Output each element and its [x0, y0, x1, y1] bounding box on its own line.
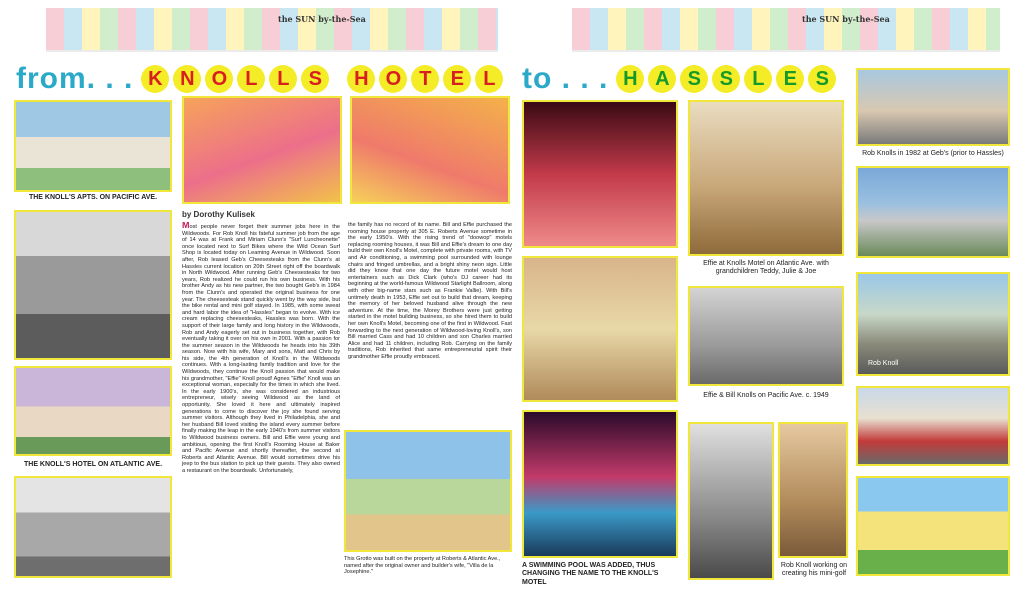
brochure-back [350, 96, 510, 204]
letter-circle: O [379, 65, 407, 93]
caption-effie-grandchildren: Effie at Knolls Motel on Atlantic Ave. with grandchildren Teddy, Julie & Joe [703, 260, 829, 276]
header-banner-left [46, 8, 498, 52]
caption-pool: A SWIMMING POOL WAS ADDED, THUS CHANGING THE NAME TO THE KNOLL'S MOTEL [522, 562, 659, 586]
article-col2-text: the family has no record of its name. Bill and Effie purchased the rooming house property at 305 E. Roberts Avenue sometime in the early 1950's. With the rising trend of "doowop" motels replacing rooming houses, it was Bill and Effie's dream to one day build their own Knoll's Motel, complete with private rooms, with TV and Air conditioning, a swimming pool surrounded with lounge chairs and fringed umbrellas, and a bright shiny neon sign. Little did they know that one day the future motel would host entertainers such as Dick Clark (who's DJ career had its beginning at the world-famous Wildwood Starlight Ballroom, along with other big-name stars such as Frankie Vallie). With Bill's untimely death in 1953, Effie set out to build that dream, keeping the memory of her beloved husband alive through the new adventure. At the time, the Morey Brothers were just getting started in the motel building business, so she hired them to build her own Knoll's Motel, becoming one of the first in Wildwood. Fast forwarding to the next generation of Wildwood-loving Knoll's, son Bill married Cass and had 10 children and son Charles married Alice and had 11 children, including Rob. Carrying on the family traditions, Rob inherited that same entrepreneurial spirit their grandmother Effie proudly embraced. [348, 222, 512, 360]
article-column-1 [182, 222, 340, 582]
hassles-today-photo [856, 476, 1010, 576]
letter-circle: A [648, 65, 676, 93]
caption-rob-minigolf: Rob Knoll working on creating his mini-golf [780, 562, 848, 578]
knolls-hotel-postcard [14, 366, 172, 456]
letter-circle: E [776, 65, 804, 93]
letter-circle: S [301, 65, 329, 93]
letter-circle: H [347, 65, 375, 93]
brochure-front [182, 96, 342, 204]
letter-circle: S [808, 65, 836, 93]
caption-gebs: Rob Knolls in 1982 at Geb's (prior to Hassles) [862, 150, 1004, 157]
article-col1-text: ost people never forget their summer jobs here in the Wildwoods. For Rob Knoll his fateful summer job from the age of 14 was at Frank and Miriam Clunn's "Surf Luncheonette" once located next to Surf Bikes where the Wild Ocean Surf Shop is located today on Leaming Avenue in Wildwood. Soon after, Rob leased Geb's Cheesesteaks from the Clunn's at Hassles current location on 20th Street right off the boardwalk in North Wildwood. After running Geb's Cheesesteaks for two years, Rob realized he could run his own business. With his brother Andy as his new partner, the two bought Geb's in 1984 from the Clunn's and operated the original business for one year. The cheesesteak stand quickly went by the way side, but the bike rental and mini golf stayed. In 1985, with some sweat and hard labor the idea of "Hassles" began to evolve. With ice cream replacing cheesesteaks, Hassles was born. With the support of their large family and long history in the Wildwoods, Rob and Andy eagerly set out in business together, with Rob eventually taking it over on his own in 2001. With a passion for the summer season in the Wildwoods he heads into his 39th season. Now with his wife, Mary and sons, Matt and Chris by his side, the 4th generation of Knoll's in the Wildwoods continues. With a long-lasting family tradition and love for the Wildwoods, they continue the Knoll passion that would make his grandmother, "Effie" Knoll proud! Agnes "Effie" Knoll was an exceptional woman, especially for the times in which she lived. In the early 1900's, she was considered an industrious entrepreneur, wisely seeing Wildwood as the land of opportunity. She loved it here and ultimately inspired generations to come to discover the joy she found serving summer visitors. Although they lived in Philadelphia, she and her husband Bill loved visiting the island every summer before finally making the leap in the early 1940's from summer visitors to Wildwood business owners. Bill and Effie were young and ambitious, opening the first Knoll's Rooming House at Baker and Pacific Avenue and shortly thereafter, the second at Roberts and Atlantic Avenue. Bill would sometimes drive his jeep to the bus station to pick up their guests. They also owned a restaurant on the boardwalk. Unfortunately, [182, 224, 340, 474]
article-column-2 [348, 222, 512, 422]
letter-circle: L [744, 65, 772, 93]
dropcap: M [182, 222, 190, 230]
motel-room-photo [522, 256, 678, 402]
letter-circle: O [205, 65, 233, 93]
caption-effie-bill: Effie & Bill Knolls on Pacific Ave. c. 1949 [703, 392, 829, 399]
letter-circle: L [237, 65, 265, 93]
pool-night-photo [522, 410, 678, 558]
knolls-apts-postcard [14, 100, 172, 192]
letter-circle: L [269, 65, 297, 93]
title-right-letters [616, 65, 836, 93]
caption-knolls-hotel: THE KNOLL'S HOTEL ON ATLANTIC AVE. [23, 461, 163, 468]
brand-right: the SUN by-the-Sea [802, 14, 890, 24]
byline: by Dorothy Kulisek [182, 210, 255, 219]
letter-circle: L [475, 65, 503, 93]
bikes-storefront-photo [856, 386, 1010, 466]
knolls-apts-bw-photo [14, 210, 172, 360]
caption-knolls-apts: THE KNOLL'S APTS. ON PACIFIC AVE. [28, 194, 158, 201]
effie-bill-photo [688, 286, 844, 386]
header-banner-right [572, 8, 1000, 52]
title-right-prefix: to . . . [522, 62, 609, 95]
title-left [16, 64, 503, 94]
letter-circle: T [411, 65, 439, 93]
brand-left: the SUN by-the-Sea [278, 14, 366, 24]
title-right [522, 64, 836, 94]
title-left-prefix: from. . . [16, 62, 134, 95]
hassles-building-photo [856, 166, 1010, 258]
effie-grandchildren-photo [688, 100, 844, 256]
knolls-motel-night-photo [522, 100, 678, 248]
letter-circle: H [616, 65, 644, 93]
knolls-hotel-bw-photo [14, 476, 172, 578]
caption-grotto: This Grotto was built on the property at Roberts & Atlantic Ave., named after the original owner and builder's wife, "Villa de la Josephine." [344, 556, 501, 576]
letter-circle: E [443, 65, 471, 93]
rob-minigolf-photo [778, 422, 848, 558]
title-left-letters [141, 65, 503, 93]
kids-bw-photo [688, 422, 774, 580]
letter-circle: K [141, 65, 169, 93]
caption-rob-knoll: Rob Knoll [868, 360, 899, 367]
grotto-postcard [344, 430, 512, 552]
letter-circle: N [173, 65, 201, 93]
letter-circle: S [680, 65, 708, 93]
gebs-1982-photo [856, 68, 1010, 146]
letter-circle: S [712, 65, 740, 93]
